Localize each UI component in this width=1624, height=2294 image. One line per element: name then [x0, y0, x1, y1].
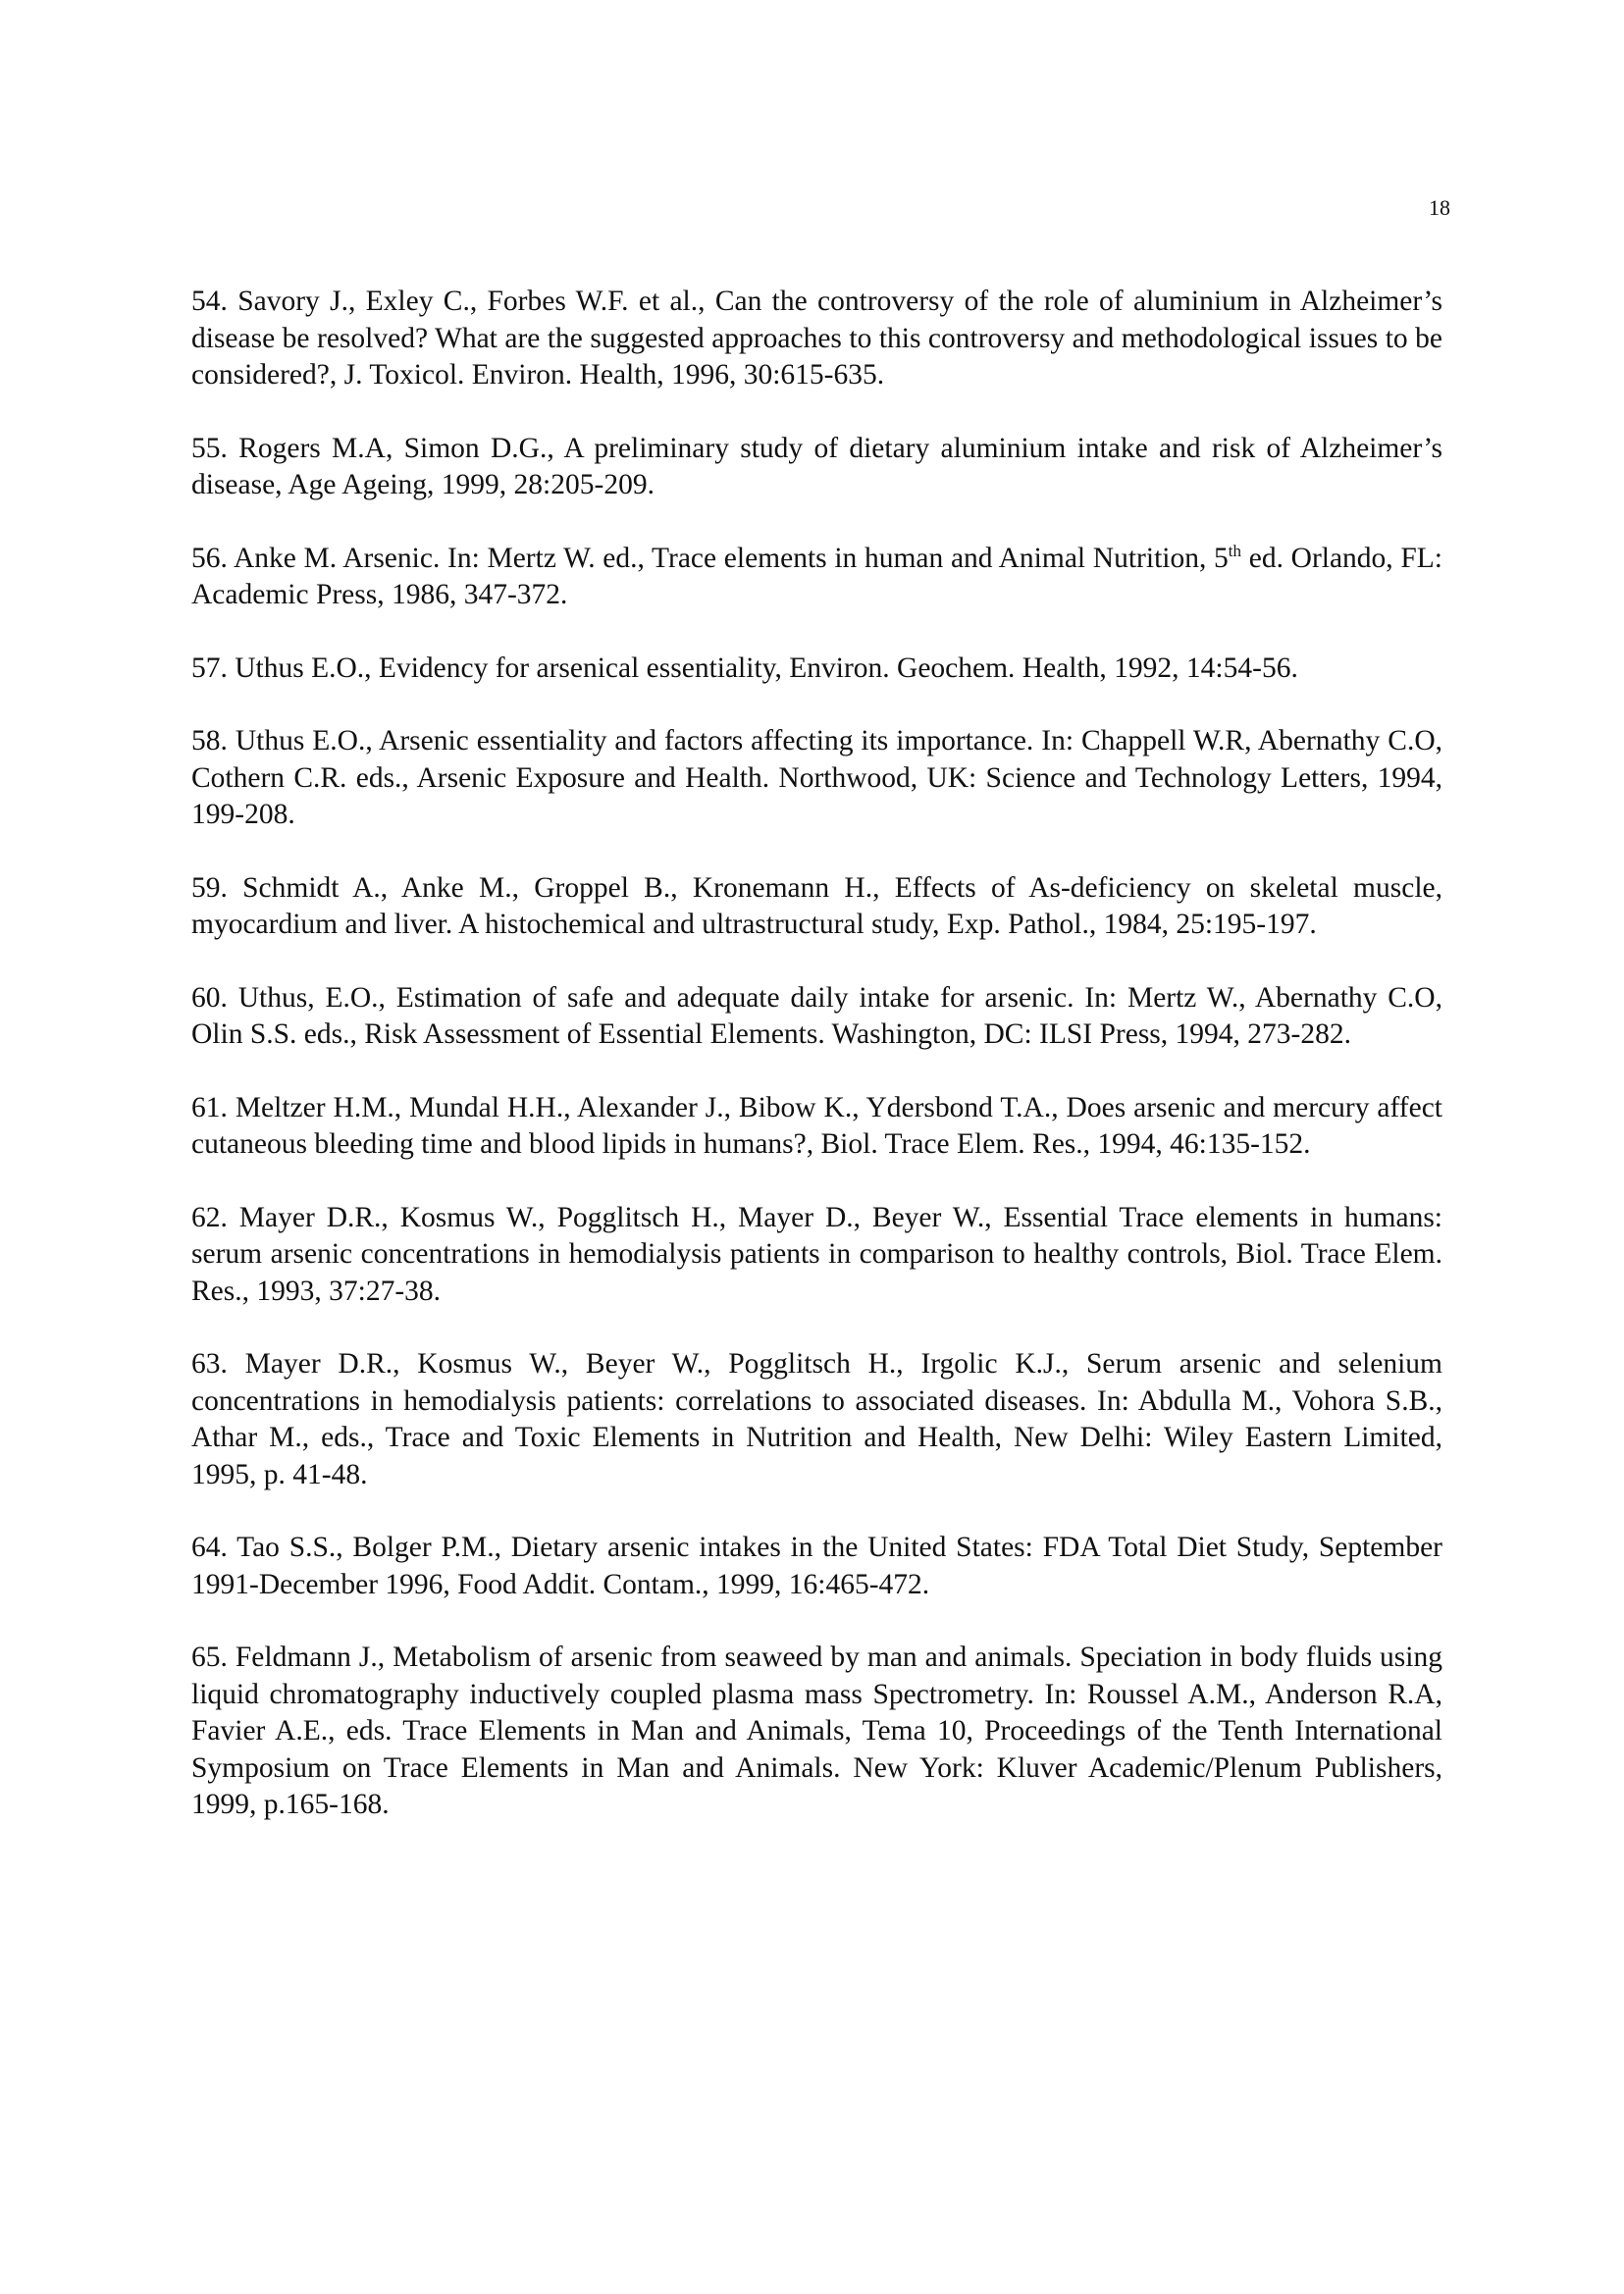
reference-65: 65. Feldmann J., Metabolism of arsenic from seaweed by man and animals. Speciation in body fluids using liquid chromatography inductively coupled plasma mass Spectrometry. In: Roussel A.M., Anderson R.A, Favier A.E., eds. Trace Elements in Man and Animals, Tema 10, Proceedings of the Tenth International Symposium on Trace Elements in Man and Animals. New York: Kluver Academic/Plenum Publishers, 1999, p.165-168. [191, 1642, 1442, 1820]
reference-62: 62. Mayer D.R., Kosmus W., Pogglitsch H., Mayer D., Beyer W., Essential Trace elements in humans: serum arsenic concentrations in hemodialysis patients in comparison to healthy controls, Biol. Trace Elem. Res., 1993, 37:27-38. [191, 1201, 1442, 1307]
reference-55: 55. Rogers M.A, Simon D.G., A preliminary study of dietary aluminium intake and risk of Alzheimer’s disease, Age Ageing, 1999, 28:205-209. [191, 432, 1442, 500]
reference-61: 61. Meltzer H.M., Mundal H.H., Alexander J., Bibow K., Ydersbond T.A., Does arsenic and mercury affect cutaneous bleeding time and blood lipids in humans?, Biol. Trace Elem. Res., 1994, 46:135-152. [191, 1091, 1442, 1160]
reference-56 [191, 541, 1442, 614]
reference-58: 58. Uthus E.O., Arsenic essentiality and factors affecting its importance. In: Chappell W.R, Abernathy C.O, Cothern C.R. eds., Arsenic Exposure and Health. Northwood, UK: Science and Technology Letters, 1994, 199-208. [191, 725, 1442, 830]
reference-56-text-end: ed. Orlando, FL: Academic Press, 1986, 347-372. [191, 542, 1442, 610]
page-number: 18 [1429, 195, 1450, 220]
reference-59: 59. Schmidt A., Anke M., Groppel B., Kronemann H., Effects of As-deficiency on skeletal muscle, myocardium and liver. A histochemical and ultrastructural study, Exp. Pathol., 1984, 25:195-197. [191, 871, 1442, 940]
reference-60: 60. Uthus, E.O., Estimation of safe and adequate daily intake for arsenic. In: Mertz W., Abernathy C.O, Olin S.S. eds., Risk Assessment of Essential Elements. Washington, DC: ILSI Press, 1994, 273-282. [191, 981, 1442, 1050]
reference-list [191, 284, 1442, 1860]
reference-56-superscript: th [1228, 541, 1242, 560]
reference-57: 57. Uthus E.O., Evidency for arsenical essentiality, Environ. Geochem. Health, 1992, 14:54-56. [191, 652, 1298, 684]
reference-56-text-start: 56. Anke M. Arsenic. In: Mertz W. ed., Trace elements in human and Animal Nutrition, 5 [191, 542, 1229, 574]
reference-54: 54. Savory J., Exley C., Forbes W.F. et al., Can the controversy of the role of aluminium in Alzheimer’s disease be resolved? What are the suggested approaches to this controversy and methodological issues to be considered?, J. Toxicol. Environ. Health, 1996, 30:615-635. [191, 286, 1442, 391]
reference-64: 64. Tao S.S., Bolger P.M., Dietary arsenic intakes in the United States: FDA Total Diet Study, September 1991-December 1996, Food Addit. Contam., 1999, 16:465-472. [191, 1532, 1442, 1600]
reference-63: 63. Mayer D.R., Kosmus W., Beyer W., Pogglitsch H., Irgolic K.J., Serum arsenic and selenium concentrations in hemodialysis patients: correlations to associated diseases. In: Abdulla M., Vohora S.B., Athar M., eds., Trace and Toxic Elements in Nutrition and Health, New Delhi: Wiley Eastern Limited, 1995, p. 41-48. [191, 1348, 1442, 1490]
